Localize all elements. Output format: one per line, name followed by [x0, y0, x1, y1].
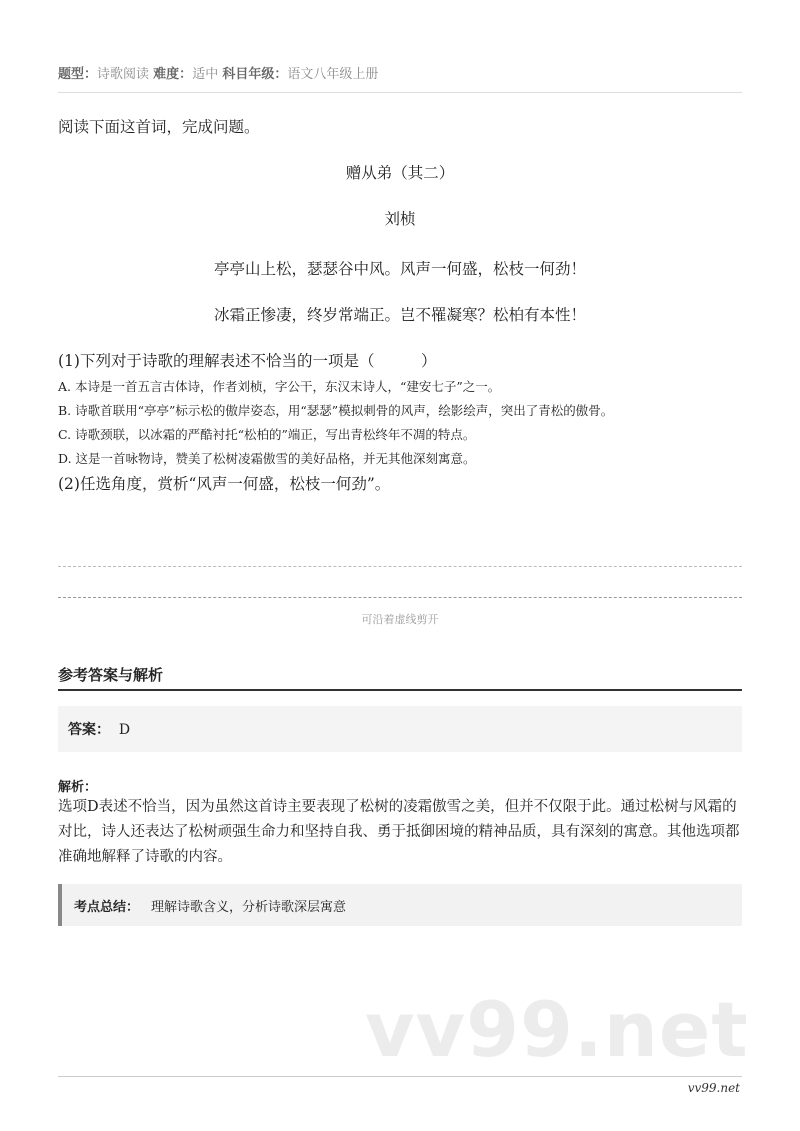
poem-title: 赠从弟（其二）: [345, 164, 455, 182]
subject-value: 语文八年级上册: [287, 67, 379, 82]
answer-value: D: [118, 722, 131, 738]
poem-line: 亭亭山上松，瑟瑟谷中风。风声一何盛，松枝一何劲！: [213, 260, 586, 278]
option-b: B. 诗歌首联用“亭亭”标示松的傲岸姿态，用“瑟瑟”模拟刺骨的风声，绘影绘声，突出了青松的傲骨。: [58, 403, 614, 418]
option-d: D. 这是一首咏物诗，赞美了松树凌霜傲雪的美好品格，并无其他深刻寓意。: [58, 451, 476, 466]
cut-hint: 可沿着虚线剪开: [361, 613, 439, 626]
cut-line: [58, 597, 742, 598]
key-point-box: [58, 884, 742, 926]
answer-section-title: 参考答案与解析: [58, 666, 164, 684]
key-point-label: 考点总结：: [74, 900, 140, 915]
question-meta: [58, 63, 378, 82]
difficulty-value: 适中: [192, 67, 219, 82]
poem-author: 刘桢: [384, 210, 416, 228]
analysis-text: 选项D表述不恰当，因为虽然这首诗主要表现了松树的凌霜傲雪之美，但并不仅限于此。通过松树与风霜的对比，诗人还表达了松树顽强生命力和坚持自我、勇于抵御困境的精神品质，具有深刻的寓意。其他选项都准确地解释了诗歌的内容。: [58, 799, 740, 865]
question-2: (2)任选角度，赏析“风声一何盛，松枝一何劲”。: [58, 475, 391, 493]
subject-label: 科目年级：: [222, 67, 288, 82]
type-value: 诗歌阅读: [97, 67, 150, 82]
watermark: vv99.net: [365, 985, 749, 1074]
answer-line: [58, 566, 742, 567]
question-1: (1)下列对于诗歌的理解表述不恰当的一项是（ ）: [58, 352, 437, 370]
answer-box: [58, 706, 742, 752]
difficulty-label: 难度：: [153, 67, 193, 82]
option-c: C. 诗歌颈联，以冰霜的严酷衬托“松柏的”端正，写出青松终年不凋的特点。: [58, 427, 476, 442]
poem-line: 冰霜正惨凄，终岁常端正。岂不罹凝寒？松柏有本性！: [213, 306, 586, 324]
instruction: 阅读下面这首词，完成问题。: [58, 118, 260, 136]
footer-divider: [58, 1076, 742, 1077]
answer-label: 答案：: [68, 722, 110, 738]
option-a: A. 本诗是一首五言古体诗，作者刘桢，字公干，东汉末诗人，“建安七子”之一。: [58, 379, 501, 394]
divider: [58, 689, 742, 691]
key-point-value: 理解诗歌含义，分析诗歌深层寓意: [151, 900, 347, 915]
footer-site: vv99.net: [687, 1081, 740, 1095]
analysis-label: 解析：: [58, 780, 98, 795]
divider: [58, 92, 742, 93]
type-label: 题型：: [58, 67, 98, 82]
